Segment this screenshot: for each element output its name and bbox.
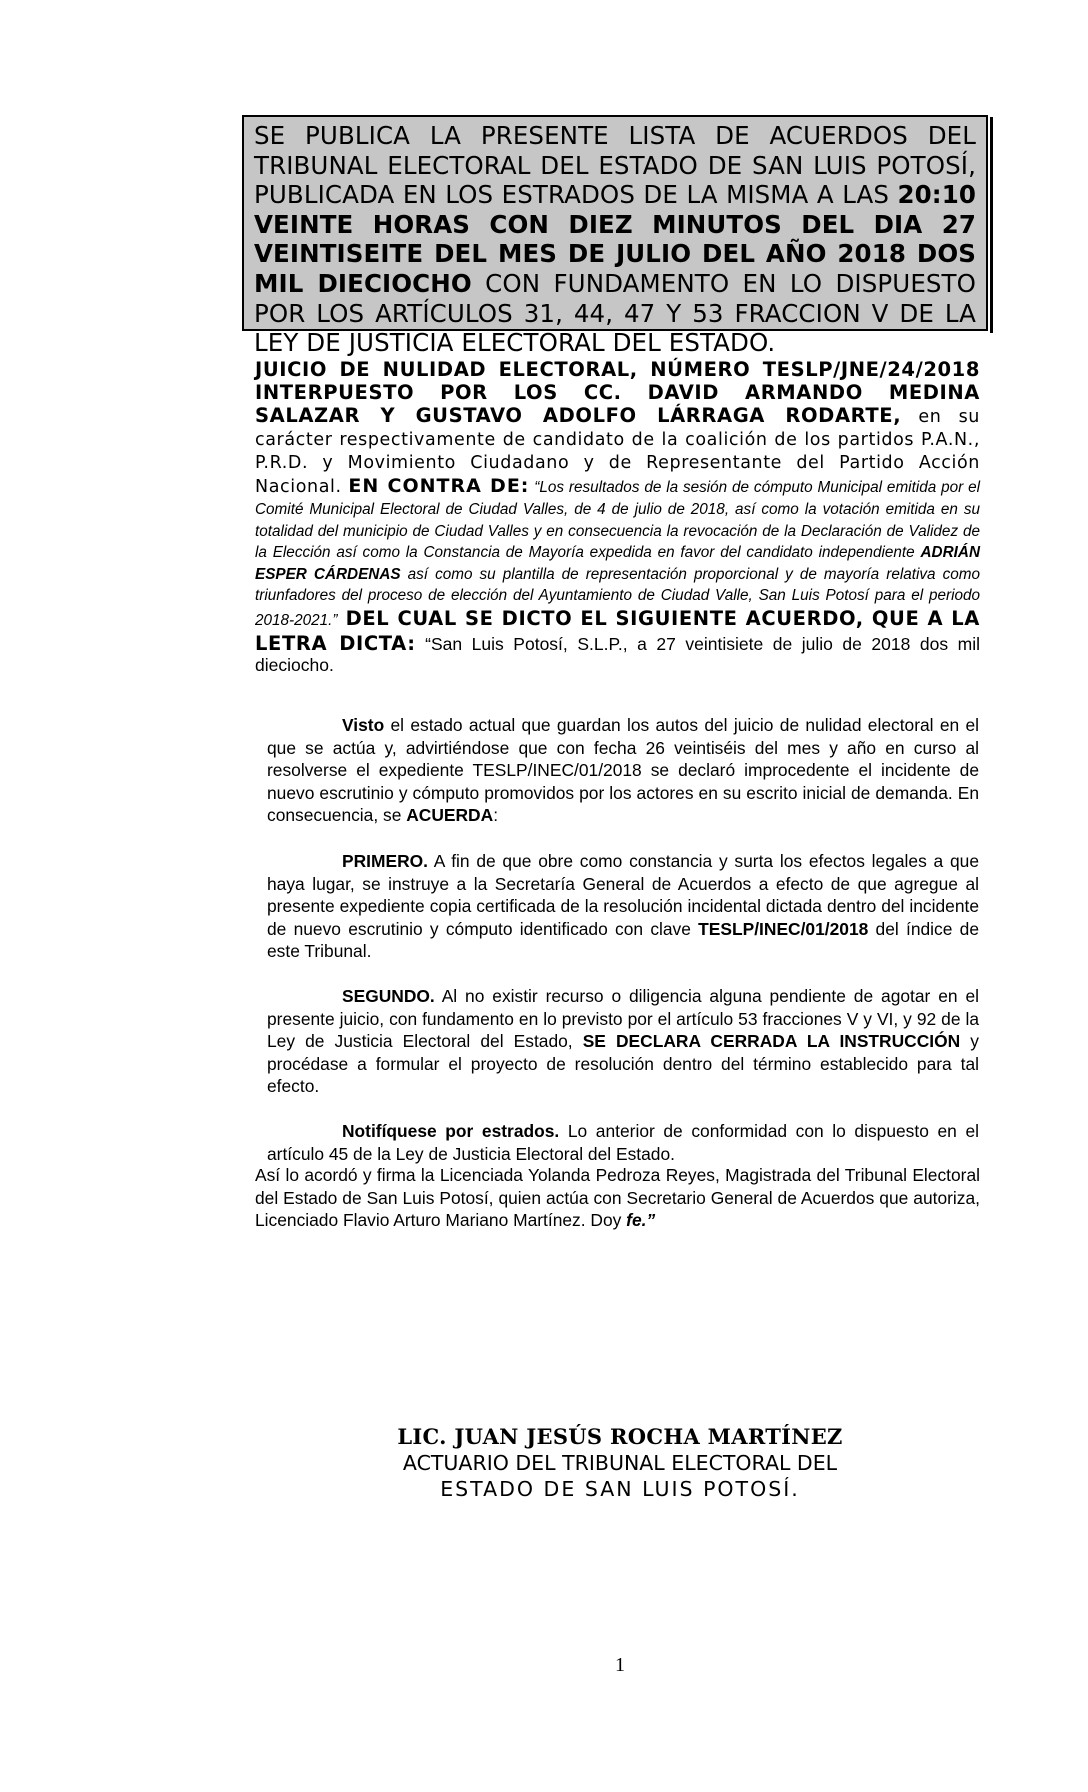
notice-text-end: CON FUNDAMENTO EN LO DISPUESTO POR LOS ARTÍCULOS 31, 44, 47 Y 53 FRACCION V DE LA LEY DE JUSTICIA ELECTORAL DEL ESTADO. [254, 268, 976, 358]
publication-notice-box [242, 115, 988, 358]
closing-text: Así lo acordó y firma la Licenciada Yolanda Pedroza Reyes, Magistrada del Tribunal Electoral del Estado de San Luis Potosí, quien actúa con Secretario General de Acuerdos que autoriza, Licenciado Flavio Arturo Mariano Martínez. Doy [255, 1165, 980, 1230]
notice-box-shadow [990, 117, 993, 333]
primero-code: TESLP/INEC/01/2018 [698, 918, 869, 939]
segundo-text: Al no existir recurso o diligencia alguna pendiente de agotar en el presente juicio, con fundamento en lo previsto por el artículo 53 fracciones V y VI, y 92 de la Ley de Justicia Electoral del Estado, [267, 986, 979, 1051]
case-date: “San Luis Potosí, S.L.P., a 27 veintisiete de julio de 2018 dos mil dieciocho. [255, 633, 980, 675]
acuerda-colon: : [493, 805, 499, 825]
notice-datetime: 20:10 VEINTE HORAS CON DIEZ MINUTOS DEL DIA 27 VEINTISEITE DEL MES DE JULIO DEL AÑO 2018 DOS MIL DIECIOCHO [254, 180, 976, 298]
segundo-bold: SE DECLARA CERRADA LA INSTRUCCIÓN [582, 1031, 961, 1051]
acuerda-label: ACUERDA [406, 805, 494, 825]
case-dictum: DEL CUAL SE DICTO EL SIGUIENTE ACUERDO, QUE A LA LETRA DICTA: [255, 606, 980, 655]
notification-text: Lo anterior de conformidad con lo dispuesto en el artículo 45 de la Ley de Justicia Electoral del Estado. [267, 1121, 979, 1164]
visto-label: Visto [342, 715, 385, 735]
signatory-title-1: ACTUARIO DEL TRIBUNAL ELECTORAL DEL [402, 1451, 838, 1475]
case-actor-role: en su carácter respectivamente de candidato de la coalición de los partidos P.A.N., P.R.D. y Movimiento Ciudadano y de Representante del Partido Acción Nacional. [255, 407, 980, 497]
signature-block [300, 1424, 940, 1502]
case-contra-label: EN CONTRA DE: [348, 475, 530, 497]
visto-paragraph [267, 714, 979, 827]
notice-text-start: SE PUBLICA LA PRESENTE LISTA DE ACUERDOS DEL TRIBUNAL ELECTORAL DEL ESTADO DE SAN LUIS POTOSÍ, PUBLICADA EN LOS ESTRADOS DE LA MISMA A LAS [254, 121, 976, 210]
segundo-end: y procédase a formular el proyecto de resolución dentro del término establecido para tal efecto. [267, 1031, 979, 1096]
case-heading: JUICIO DE NULIDAD ELECTORAL, NÚMERO TESLP/JNE/24/2018 INTERPUESTO POR LOS CC. DAVID ARMANDO MEDINA SALAZAR Y GUSTAVO ADOLFO LÁRRAGA RODARTE, [255, 358, 980, 427]
closing-fe: fe.” [626, 1210, 656, 1230]
signatory-title-2: ESTADO DE SAN LUIS POTOSÍ. [440, 1477, 800, 1501]
signatory-name: LIC. JUAN JESÚS ROCHA MARTÍNEZ [397, 1424, 843, 1449]
primero-text: A fin de que obre como constancia y surta los efectos legales a que haya lugar, se instruye a la Secretaría General de Acuerdos a efecto de que agregue al presente expediente copia certificada de la resolución incidental dictada dentro del incidente de nuevo escrutinio y cómputo identificado con clave [267, 851, 979, 939]
visto-text: el estado actual que guardan los autos del juicio de nulidad electoral en el que se actúa y, advirtiéndose que con fecha 26 veintiséis del mes y año en curso al resolverse el expediente TESLP/INEC/01/2018 se declaró improcedente el incidente de nuevo escrutinio y cómputo promovidos por los actores en su escrito inicial de demanda. En consecuencia, se [267, 715, 979, 825]
case-summary [255, 358, 980, 676]
case-quote-part-1: “Los resultados de la sesión de cómputo Municipal emitida por el Comité Municipal Electoral de Ciudad Valles, de 4 de julio de 2018, así como la votación emitida en su totalidad del municipio de Ciudad Valles y en consecuencia la revocación de la Declaración de Validez de la Elección así como la Constancia de Mayoría expedida en favor del candidato independiente [255, 479, 980, 562]
case-quote-candidate: ADRIÁN ESPER CÁRDENAS [255, 544, 980, 583]
notification-paragraph [267, 1120, 979, 1165]
segundo-label: SEGUNDO. [342, 986, 435, 1006]
case-quote-part-2: así como su plantilla de representación proporcional y de mayoría relativa como triunfadores del proceso de elección del Ayuntamiento de Ciudad Valle, San Luis Potosí para el periodo 2018-2021.” [255, 565, 980, 629]
primero-label: PRIMERO. [342, 851, 428, 871]
segundo-paragraph [267, 985, 979, 1098]
page-number: 1 [615, 1654, 625, 1676]
notification-label: Notifíquese por estrados. [342, 1121, 560, 1141]
primero-end: del índice de este Tribunal. [267, 918, 980, 961]
primero-paragraph [267, 850, 979, 963]
closing-paragraph [255, 1164, 980, 1232]
